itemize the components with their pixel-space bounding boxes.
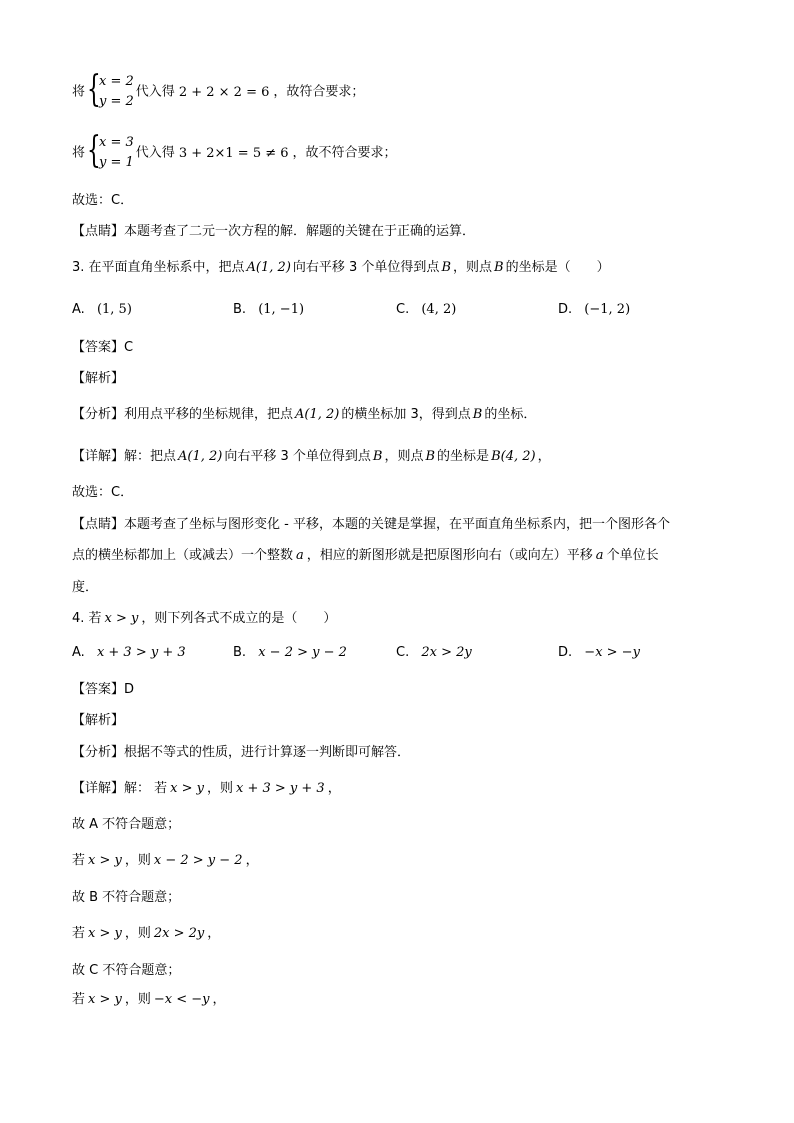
- text: ，则点: [384, 449, 424, 464]
- analysis-detail: [72, 447, 551, 467]
- condition: x > y: [88, 853, 122, 868]
- variable-a: a: [296, 548, 304, 563]
- answer-line: 【答案】C: [72, 340, 134, 355]
- question-3-stem: [72, 258, 610, 278]
- text: ，则: [124, 992, 151, 1007]
- result-point: B(4, 2): [491, 449, 536, 464]
- text: ，: [327, 781, 341, 796]
- condition: x > y: [88, 992, 122, 1007]
- text: 【分析】利用点平移的坐标规律，把点: [72, 407, 294, 422]
- text: ，则: [206, 781, 233, 796]
- conclusion-a: 故 A 不符合题意；: [72, 817, 181, 832]
- text: ，则下列各式不成立的是（ ）: [141, 611, 337, 626]
- substitution-line-2: [72, 130, 397, 173]
- point-B: B: [425, 449, 436, 464]
- result: 2x > 2y: [153, 926, 205, 941]
- text: ，故符合要求；: [273, 84, 365, 100]
- option-label: B.: [233, 645, 247, 660]
- equation: 2 + 2 × 2 = 6: [178, 84, 270, 100]
- option-label: A.: [72, 302, 85, 317]
- text: ，: [245, 853, 259, 868]
- option-value: −x > −y: [584, 645, 640, 660]
- text: 的坐标是: [437, 449, 490, 464]
- point-B: B: [441, 260, 451, 275]
- text-prefix: 将: [72, 84, 86, 100]
- option-value: x + 3 > y + 3: [96, 645, 186, 660]
- question-4-stem: [72, 609, 336, 629]
- option-label: D.: [558, 302, 573, 317]
- comment-line-2: [72, 546, 659, 566]
- option-value: x − 2 > y − 2: [258, 645, 347, 660]
- result: x + 3 > y + 3: [236, 781, 325, 796]
- text: ，则点: [453, 260, 493, 275]
- option-value: (−1, 2): [584, 302, 631, 317]
- conclusion-c: 故 C 不符合题意；: [72, 963, 181, 978]
- equation: 3 + 2×1 = 5 ≠ 6: [178, 145, 289, 161]
- option-label: A.: [72, 645, 85, 660]
- text: 代入得: [135, 84, 175, 100]
- text: 若: [72, 926, 86, 941]
- result: −x < −y: [153, 992, 210, 1007]
- text: 3. 在平面直角坐标系中，把点: [72, 260, 245, 275]
- option-value: (1, 5): [96, 302, 132, 317]
- text: 的坐标．: [484, 407, 537, 422]
- text: ，相应的新图形就是把原图形向右（或向左）平移: [306, 548, 593, 563]
- equation-row: x = 2: [99, 74, 134, 89]
- text: 向右平移 3 个单位得到点: [224, 449, 371, 464]
- analysis-label: 【解析】: [72, 713, 125, 728]
- text: ，: [207, 926, 221, 941]
- analysis-fenxi: [72, 405, 536, 425]
- text: 【详解】解：把点: [72, 449, 177, 464]
- point-A: A(1, 2): [246, 260, 291, 275]
- option-a: [72, 300, 132, 320]
- option-b: [233, 300, 304, 320]
- option-label: C.: [396, 302, 410, 317]
- analysis-fenxi: 【分析】根据不等式的性质，进行计算逐一判断即可解答．: [72, 745, 411, 760]
- text: ，则: [124, 926, 151, 941]
- option-label: B.: [233, 302, 247, 317]
- text: 的横坐标加 3，得到点: [341, 407, 471, 422]
- option-c: [396, 643, 472, 663]
- text: 向右平移 3 个单位得到点: [292, 260, 440, 275]
- option-d: [558, 643, 640, 663]
- analysis-label: 【解析】: [72, 371, 125, 386]
- point-A: A(1, 2): [178, 449, 223, 464]
- option-label: C.: [396, 645, 410, 660]
- equation-row: y = 2: [99, 94, 134, 109]
- text: 点的横坐标都加上（或减去）一个整数: [72, 548, 294, 563]
- condition: x > y: [88, 926, 122, 941]
- option-b: [233, 643, 347, 663]
- brace-icon: {: [87, 130, 101, 171]
- analysis-detail: [72, 779, 341, 799]
- option-value: (1, −1): [258, 302, 305, 317]
- choose-line: 故选：C．: [72, 193, 134, 208]
- option-d: [558, 300, 630, 320]
- equation-system: [87, 130, 134, 173]
- text: ，: [212, 992, 226, 1007]
- equation-row: y = 1: [99, 155, 134, 170]
- case-d: [72, 990, 226, 1010]
- point-B: B: [494, 260, 504, 275]
- brace-icon: {: [87, 69, 101, 110]
- point-A: A(1, 2): [295, 407, 340, 422]
- comment-line-3: 度．: [72, 580, 99, 595]
- option-a: [72, 643, 186, 663]
- choose-line: 故选：C．: [72, 485, 134, 500]
- comment-line-1: 【点睛】本题考查了坐标与图形变化 - 平移，本题的关键是掌握，在平面直角坐标系内，把一个图形各个: [72, 517, 670, 532]
- text: 若: [72, 853, 86, 868]
- point-B: B: [472, 407, 483, 422]
- text: 个单位长: [606, 548, 659, 563]
- comment-line: 【点睛】本题考查了二元一次方程的解．解题的关键在于正确的运算．: [72, 224, 476, 239]
- text: ，故不符合要求；: [292, 145, 397, 161]
- option-value: 2x > 2y: [421, 645, 472, 660]
- text: 【详解】解： 若: [72, 781, 168, 796]
- text: 若: [72, 992, 86, 1007]
- text: ，: [537, 449, 551, 464]
- text: ，则: [124, 853, 151, 868]
- variable-a: a: [595, 548, 604, 563]
- condition: x > y: [104, 611, 139, 626]
- text: 代入得: [135, 145, 175, 161]
- answer-line: 【答案】D: [72, 682, 135, 697]
- conclusion-b: 故 B 不符合题意；: [72, 890, 181, 905]
- case-c: [72, 924, 220, 944]
- equation-row: x = 3: [99, 135, 134, 150]
- text: 的坐标是（ ）: [505, 260, 610, 275]
- text: 4. 若: [72, 611, 102, 626]
- option-label: D.: [558, 645, 573, 660]
- substitution-line-1: [72, 69, 365, 112]
- option-value: (4, 2): [421, 302, 457, 317]
- text-prefix: 将: [72, 145, 86, 161]
- condition: x > y: [170, 781, 204, 796]
- result: x − 2 > y − 2: [153, 853, 243, 868]
- case-b: [72, 851, 259, 871]
- option-c: [396, 300, 456, 320]
- point-B: B: [372, 449, 383, 464]
- equation-system: [87, 69, 134, 112]
